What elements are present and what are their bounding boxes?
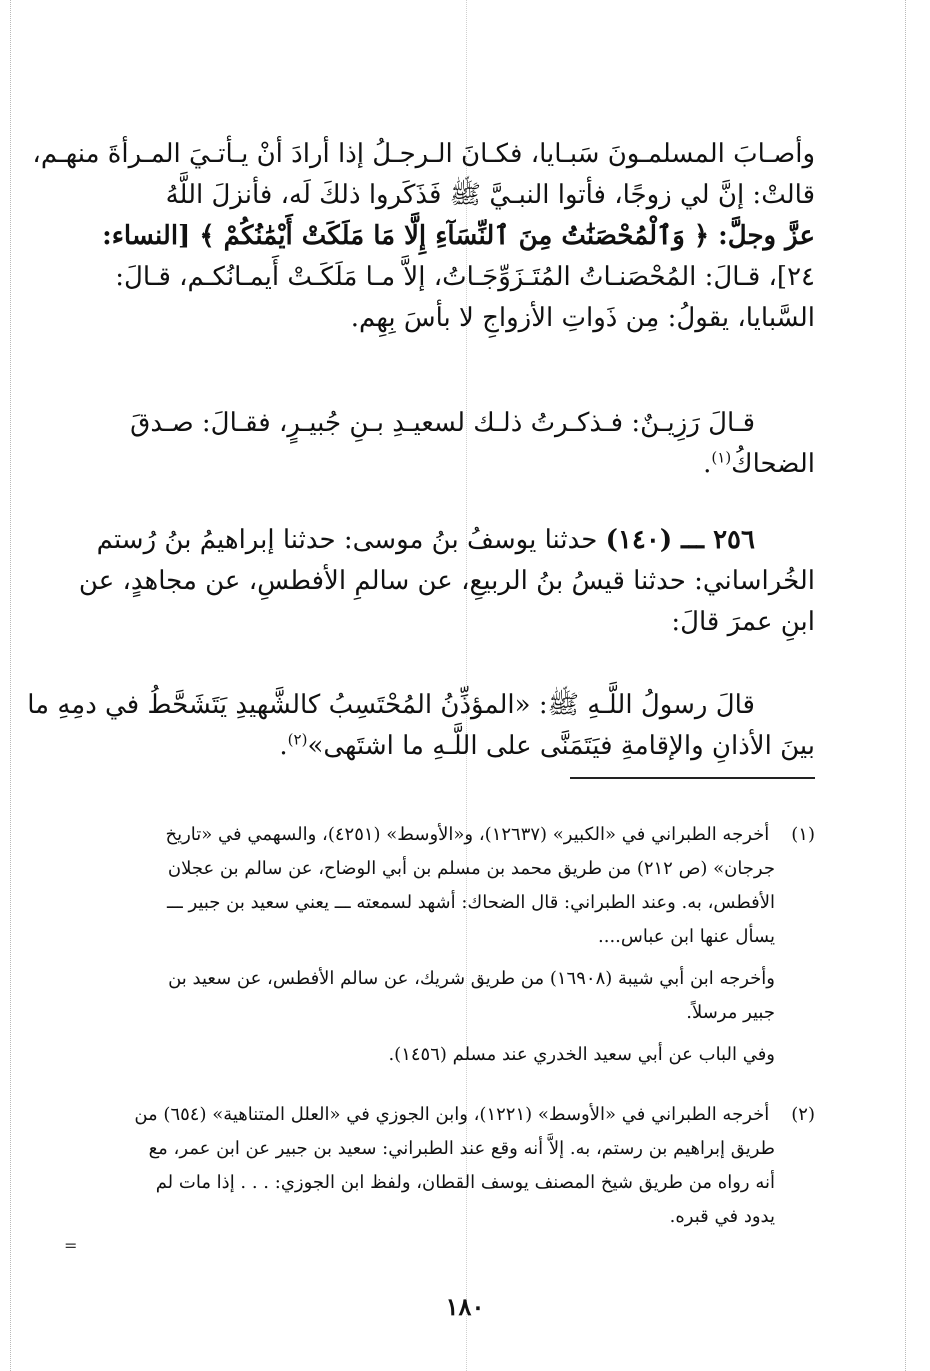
text-fragment: بينَ الأذانِ والإقامةِ فيَتَمَنَّى على اللَّـهِ ما اشتَهى» — [307, 731, 815, 761]
paragraph-razin — [122, 403, 815, 487]
text-line: ابنِ عمرَ قالَ: — [671, 607, 815, 637]
footnote-number: (١) — [791, 824, 815, 845]
footnote-line: يدود في قبره. — [669, 1206, 775, 1227]
footnote-line: جبير مرسلاً. — [686, 1002, 775, 1023]
footnote-ref-2[interactable]: (٢) — [287, 730, 308, 749]
page-number: ١٨٠ — [445, 1292, 485, 1321]
text-fragment: أخرجه الطبراني في «الأوسط» (١٢٢١)، وابن الجوزي في «العلل المتناهية» (٦٥٤) من — [134, 1104, 770, 1125]
footnote-line: وفي الباب عن أبي سعيد الخدري عند مسلم (١٤٥٦). — [388, 1044, 775, 1065]
footnote-2 — [122, 1098, 815, 1234]
footnote-separator — [570, 777, 815, 779]
footnote-line: يسأل عنها ابن عباس.... — [598, 926, 775, 947]
footnote-number: (٢) — [791, 1104, 815, 1125]
text-fragment: أخرجه الطبراني في «الكبير» (١٢٦٣٧)، و«الأوسط» (٤٢٥١)، والسهمي في «تاريخ — [165, 824, 770, 845]
text-line: قـالَ رَزِيـنٌ: فـذكـرتُ ذلـك لسعيـدِ بـنِ جُبيـرٍ، فقـالَ: صـدقَ — [130, 408, 755, 438]
footnote-line: الأفطس، به. وعند الطبراني: قال الضحاك: أشهد لسمعته ـــ يعني سعيد بن جبير ـــ — [166, 892, 775, 913]
footnote-line: طريق إبراهيم بن رستم، به. إلاَّ أنه وقع عند الطبراني: سعيد بن جبير عن ابن عمر، مع — [148, 1138, 775, 1159]
footnote-line — [122, 818, 815, 852]
text-line: وأصـابَ المسلمـونَ سَبـايا، فكـانَ الـرجـلُ إذا أرادَ أنْ يـأتـيَ المـرأةَ منهـم، — [32, 139, 815, 169]
text-line: قالتْ: إنَّ لي زوجًا، فأتوا النبـيَّ ﷺ فَذَكَروا ذلكَ لَه، فأنزلَ اللَّهُ — [165, 180, 815, 210]
footnote-line: وأخرجه ابن أبي شيبة (١٦٩٠٨) من طريق شريك، عن سالم الأفطس، عن سعيد بن — [168, 968, 775, 989]
scan-dotted-line-left — [10, 0, 11, 1371]
footnote-ref-1[interactable]: (١) — [711, 448, 732, 467]
text-line: قالَ رسولُ اللَّـهِ ﷺ: «المؤذِّنُ المُحْتَسِبُ كالشَّهيدِ يَتَشَحَّطُ في دمِهِ ما — [27, 690, 755, 720]
hadith-isnad — [78, 520, 815, 665]
period: . — [703, 449, 712, 479]
text-line — [96, 520, 815, 561]
footnote-line: جرجان» (ص ٢١٢) من طريق محمد بن مسلم بن أبي الوضاح، عن سالم بن عجلان — [167, 858, 775, 879]
footnote-line: أنه رواه من طريق شيخ المصنف يوسف القطان، ولفظ ابن الجوزي: . . . إذا مات لم — [155, 1172, 775, 1193]
text-line: الخُراساني: حدثنا قيسُ بنُ الربيعِ، عن سالمِ الأفطسِ، عن مجاهدٍ، عن — [78, 566, 815, 596]
text-line: السَّبايا، يقولُ: مِن ذَواتِ الأزواجِ لا بأسَ بِهِم. — [350, 303, 815, 333]
paragraph-narration — [32, 134, 815, 382]
text-line: ٢٤]، قـالَ: المُحْصَنـاتُ المُتَـزَوِّجَـاتُ، إلاَّ مـا مَلَكَـتْ أَيمـانُكـم، قـالَ: — [115, 262, 815, 292]
hadith-matn — [27, 685, 815, 771]
footnote-1 — [122, 818, 815, 1072]
quran-verse-line: عزَّ وجلَّ: ﴿ وَٱلْمُحْصَنَٰتُ مِنَ ٱلنِّسَآءِ إِلَّا مَا مَلَكَتْ أَيْمَٰنُكُمْ ﴾ [النساء: — [102, 221, 815, 251]
margin-mark: = — [64, 1236, 78, 1255]
text-fragment: حدثنا يوسفُ بنُ موسى: حدثنا إبراهيمُ بنُ رُستم — [96, 525, 598, 555]
hadith-number: ٢٥٦ ـــ (١٤٠) — [605, 525, 755, 555]
period: . — [279, 731, 288, 761]
footnote-line — [122, 1098, 815, 1132]
scan-dotted-line-right — [905, 0, 906, 1371]
text-line — [122, 726, 815, 767]
text-fragment: الضحاكُ — [731, 449, 815, 479]
text-line — [122, 444, 815, 485]
